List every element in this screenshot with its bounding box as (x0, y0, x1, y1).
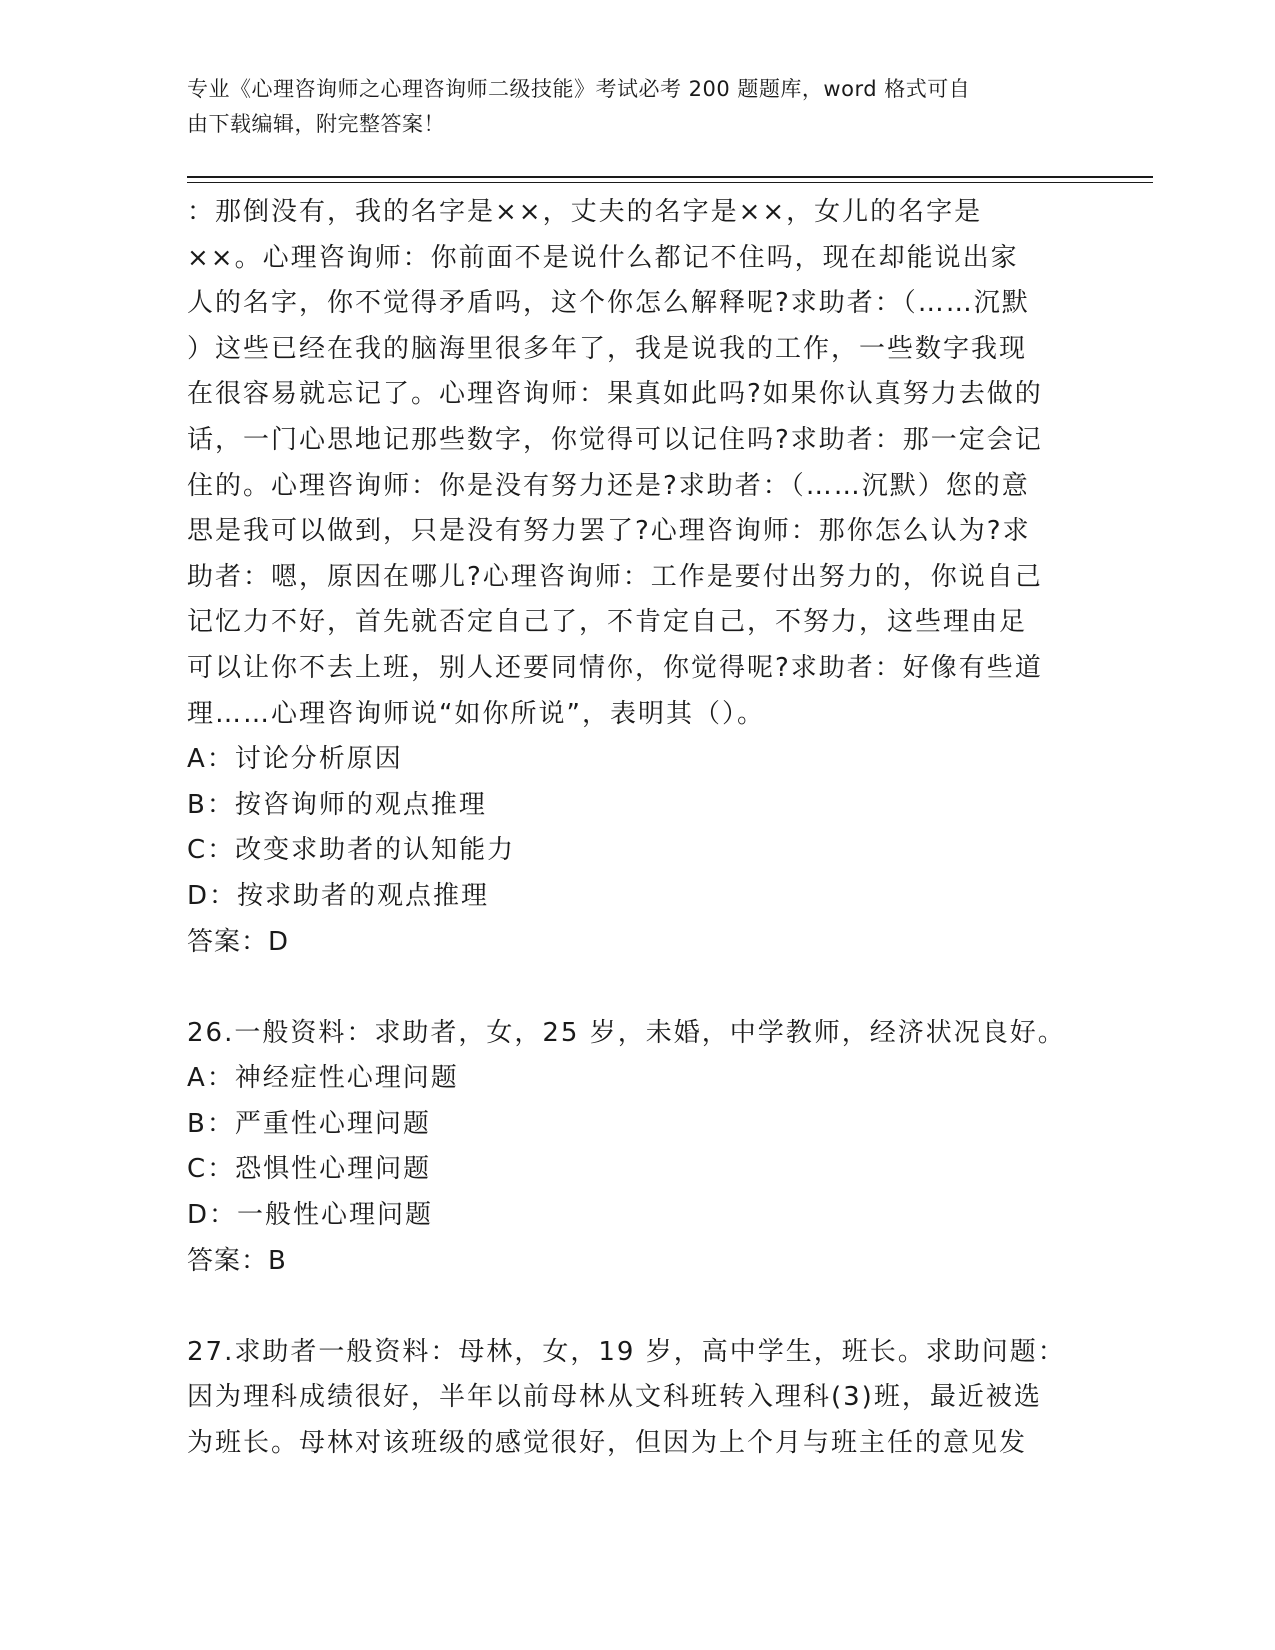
option-c: C：恐惧性心理问题 (187, 1154, 432, 1185)
question-26 (187, 1011, 1087, 1285)
question-25-passage (187, 190, 1087, 965)
question-stem-line: 为班长。母林对该班级的感觉很好，但因为上个月与班主任的意见发 (187, 1428, 1028, 1459)
question-stem-line: 因为理科成绩很好，半年以前母林从文科班转入理科(3)班，最近被选 (187, 1382, 1042, 1413)
header-title-line-1: 专业《心理咨询师之心理咨询师二级技能》考试必考 200 题题库，word 格式可自 (187, 77, 971, 101)
option-d: D：一般性心理问题 (187, 1200, 434, 1231)
header-divider-thin (187, 182, 1153, 183)
answer-line: 答案：D (187, 926, 290, 957)
question-stem: 26.一般资料：求助者，女，25 岁，未婚，中学教师，经济状况良好。 (187, 1017, 1066, 1048)
passage-line: 助者：嗯，原因在哪儿?心理咨询师：工作是要付出努力的，你说自己 (187, 561, 1043, 592)
header-divider-thick (187, 176, 1153, 178)
question-stem-line: 27.求助者一般资料：母林，女，19 岁，高中学生，班长。求助问题： (187, 1336, 1066, 1367)
header-title-line-2: 由下载编辑，附完整答案！ (187, 112, 445, 136)
passage-line: 住的。心理咨询师：你是没有努力还是?求助者：（……沉默）您的意 (187, 470, 1030, 501)
option-a: A：神经症性心理问题 (187, 1063, 459, 1094)
spacer (187, 1284, 1087, 1330)
answer-line: 答案：B (187, 1245, 287, 1276)
option-c: C：改变求助者的认知能力 (187, 835, 516, 866)
option-b: B：按咨询师的观点推理 (187, 789, 487, 820)
passage-line: 思是我可以做到，只是没有努力罢了?心理咨询师：那你怎么认为?求 (187, 516, 1031, 547)
question-27 (187, 1330, 1087, 1467)
option-d: D：按求助者的观点推理 (187, 880, 490, 911)
document-body (187, 190, 1087, 1467)
option-a: A：讨论分析原因 (187, 744, 403, 775)
passage-line: 话，一门心思地记那些数字，你觉得可以记住吗?求助者：那一定会记 (187, 424, 1043, 455)
passage-line: ××。心理咨询师：你前面不是说什么都记不住吗，现在却能说出家 (187, 242, 1019, 273)
option-b: B：严重性心理问题 (187, 1108, 431, 1139)
passage-line: 记忆力不好，首先就否定自己了，不肯定自己，不努力，这些理由足 (187, 607, 1028, 638)
passage-line: 理……心理咨询师说“如你所说”，表明其（）。 (187, 698, 765, 729)
passage-line: ：那倒没有，我的名字是××，丈夫的名字是××，女儿的名字是 (187, 197, 983, 227)
document-header (187, 72, 1067, 142)
passage-line: 人的名字，你不觉得矛盾吗，这个你怎么解释呢?求助者：（……沉默 (187, 288, 1030, 319)
passage-line: 可以让你不去上班，别人还要同情你，你觉得呢?求助者：好像有些道 (187, 652, 1043, 683)
spacer (187, 965, 1087, 1011)
passage-line: ）这些已经在我的脑海里很多年了，我是说我的工作，一些数字我现 (187, 333, 1028, 364)
passage-line: 在很容易就忘记了。心理咨询师：果真如此吗?如果你认真努力去做的 (187, 379, 1043, 410)
